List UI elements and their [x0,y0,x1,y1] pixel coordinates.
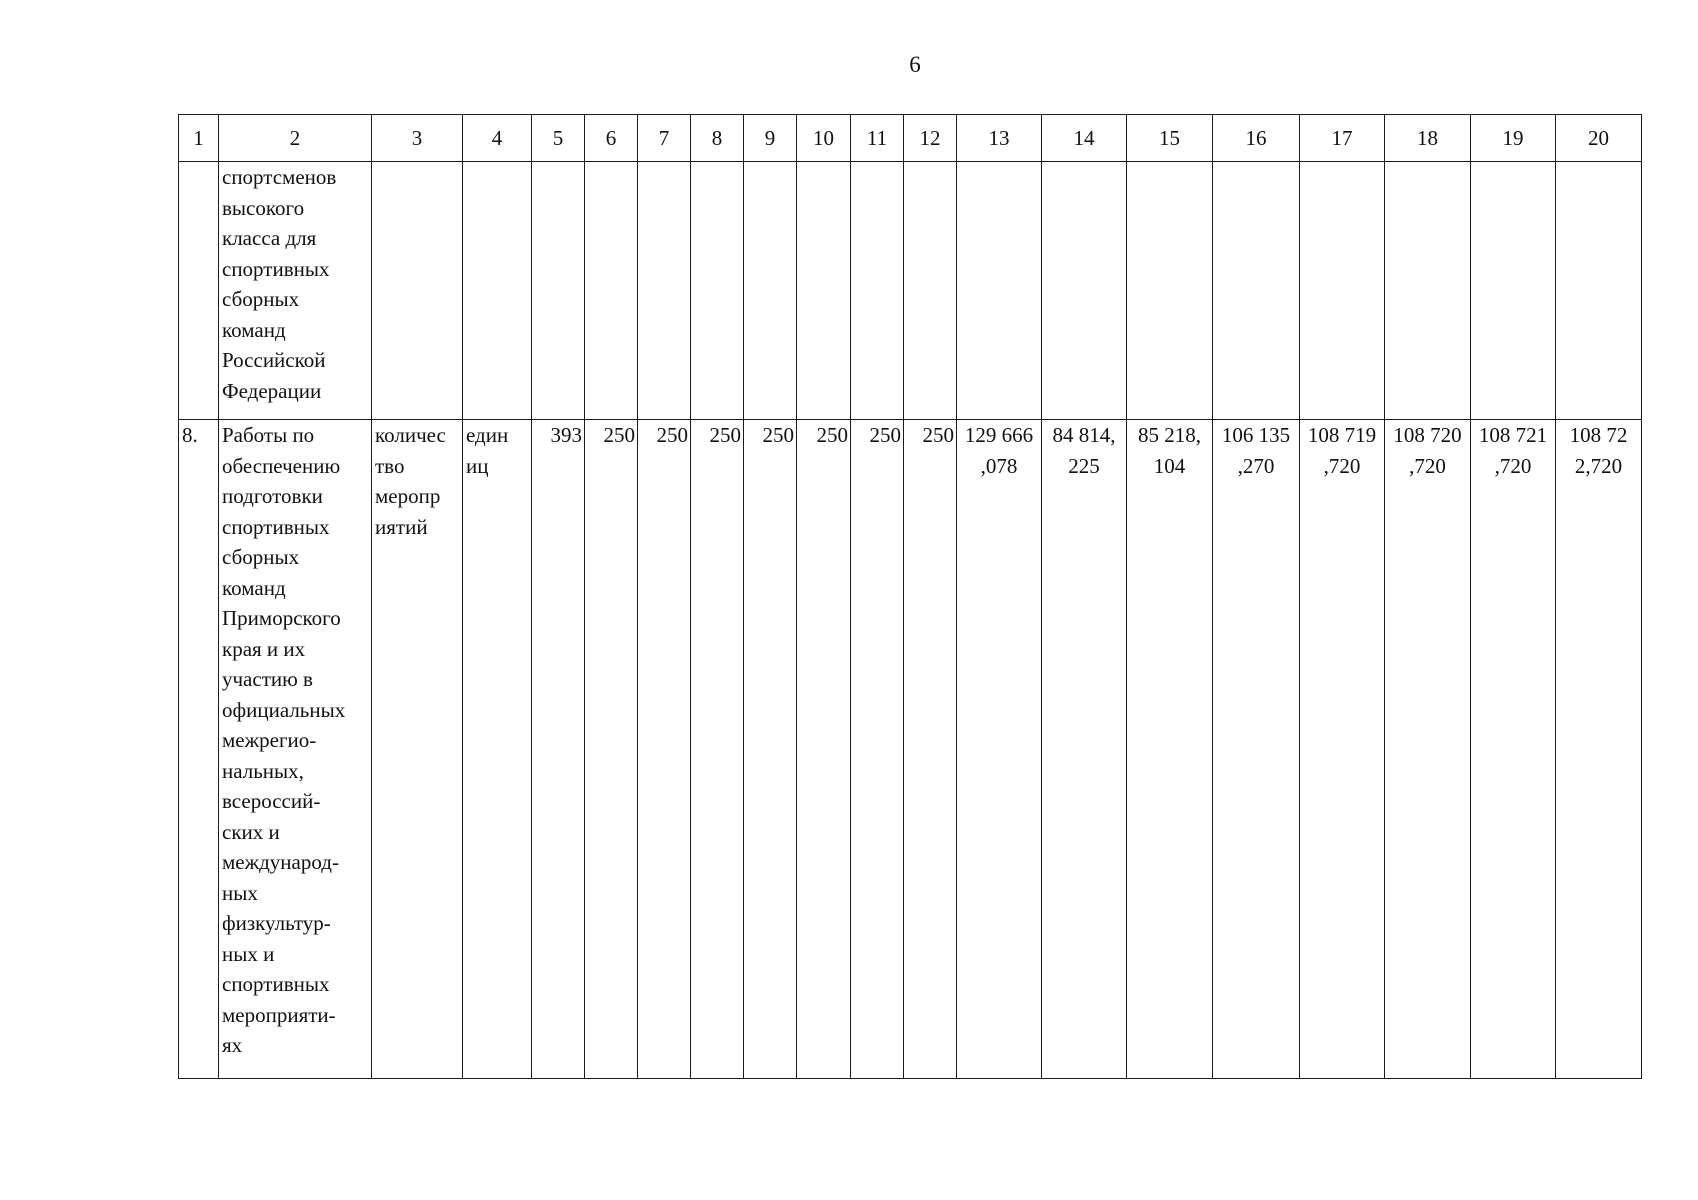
name-line: международ- [222,850,339,874]
indicator-line: тво [375,453,405,478]
name-line: спортивных [222,514,330,539]
unit-line: иц [466,453,489,478]
column-header: 17 [1300,115,1385,162]
amount-line: 108 720 [1393,423,1462,447]
name-line: ных и [222,941,275,966]
index-cell: 8. [179,420,219,1079]
name-line: Работы по [222,423,315,447]
name-line: физкультур- [222,911,331,935]
name-cell [219,420,372,1079]
amount-cell [957,420,1042,1079]
column-header: 20 [1556,115,1642,162]
name-line: края и их [222,636,306,661]
amount-line: 104 [1153,453,1186,478]
document-table [178,114,1642,1079]
column-header: 18 [1385,115,1471,162]
table-header-row [179,115,1642,162]
name-line: Российской [222,348,326,372]
value-cell: 250 [744,420,797,1079]
value-cell: 393 [532,420,585,1079]
empty-cell [957,162,1042,420]
column-header: 2 [219,115,372,162]
page-number: 6 [909,52,921,77]
index-cell [179,162,219,420]
indicator-line: меропр [375,484,441,508]
amount-cell [1471,420,1556,1079]
amount-line: 108 719 [1307,423,1377,447]
empty-cell [797,162,851,420]
indicator-line: иятий [375,514,428,539]
column-header: 6 [585,115,638,162]
name-line: спортивных [222,256,330,281]
column-header: 9 [744,115,797,162]
amount-cell [1385,420,1471,1079]
column-header: 11 [851,115,904,162]
amount-cell [1127,420,1213,1079]
amount-line: 108 721 [1478,423,1548,447]
name-line: спортсменов [222,165,337,189]
name-line: ских и [222,819,280,844]
column-header: 14 [1042,115,1127,162]
empty-cell [904,162,957,420]
empty-cell [1042,162,1127,420]
empty-cell [585,162,638,420]
amount-line: 2,720 [1574,453,1623,478]
empty-cell [691,162,744,420]
amount-line: ,720 [1409,453,1446,478]
column-header: 3 [372,115,463,162]
name-line: команд [222,317,286,342]
empty-cell [744,162,797,420]
name-line: ях [222,1033,243,1057]
value-cell: 250 [638,420,691,1079]
table-row-item-8 [179,420,1642,1079]
empty-cell [851,162,904,420]
empty-cell [372,162,463,420]
unit-line: един [466,423,509,447]
name-line: участию в [222,667,313,691]
empty-cell [1556,162,1642,420]
amount-line: ,720 [1323,453,1361,478]
amount-line: 106 135 [1221,423,1291,447]
column-header: 5 [532,115,585,162]
column-header: 16 [1213,115,1300,162]
value-cell: 250 [797,420,851,1079]
name-line: подготовки [222,484,323,508]
table-row-continuation [179,162,1642,420]
name-line: всероссий- [222,789,321,813]
column-header: 1 [179,115,219,162]
amount-line: ,078 [980,453,1018,478]
column-header: 15 [1127,115,1213,162]
amount-line: 225 [1068,453,1100,478]
column-header: 7 [638,115,691,162]
column-header: 12 [904,115,957,162]
column-header: 8 [691,115,744,162]
name-line: класса для [222,226,317,250]
name-line: сборных [222,545,300,569]
name-line: Приморского [222,606,341,630]
amount-line: 84 814, [1052,423,1116,447]
amount-line: ,270 [1237,453,1275,478]
amount-cell [1213,420,1300,1079]
value-cell: 250 [585,420,638,1079]
name-line: высокого [222,195,305,220]
amount-cell [1300,420,1385,1079]
amount-cell [1042,420,1127,1079]
name-line: спортивных [222,972,330,996]
column-header: 13 [957,115,1042,162]
indicator-line: количес [375,423,446,447]
name-line: Федерации [222,378,322,403]
empty-cell [638,162,691,420]
value-cell: 250 [904,420,957,1079]
value-cell: 250 [691,420,744,1079]
name-line: обеспечению [222,453,341,478]
empty-cell [532,162,585,420]
empty-cell [1471,162,1556,420]
empty-cell [463,162,532,420]
name-line: сборных [222,287,300,311]
unit-cell [463,420,532,1079]
column-header: 4 [463,115,532,162]
indicator-cell [372,420,463,1079]
name-line: мероприяти- [222,1002,336,1027]
name-line: нальных, [222,758,304,783]
name-line: межрегио- [222,728,317,752]
amount-line: ,720 [1494,453,1532,478]
name-line: команд [222,575,286,600]
name-line: официальных [222,697,346,722]
column-header: 10 [797,115,851,162]
amount-line: 108 72 [1569,423,1628,447]
empty-cell [1300,162,1385,420]
amount-line: 129 666 [964,423,1034,447]
empty-cell [1127,162,1213,420]
amount-cell [1556,420,1642,1079]
name-line: ных [222,880,258,905]
column-header: 19 [1471,115,1556,162]
empty-cell [1385,162,1471,420]
amount-line: 85 218, [1138,423,1201,447]
name-cell [219,162,372,420]
empty-cell [1213,162,1300,420]
value-cell: 250 [851,420,904,1079]
